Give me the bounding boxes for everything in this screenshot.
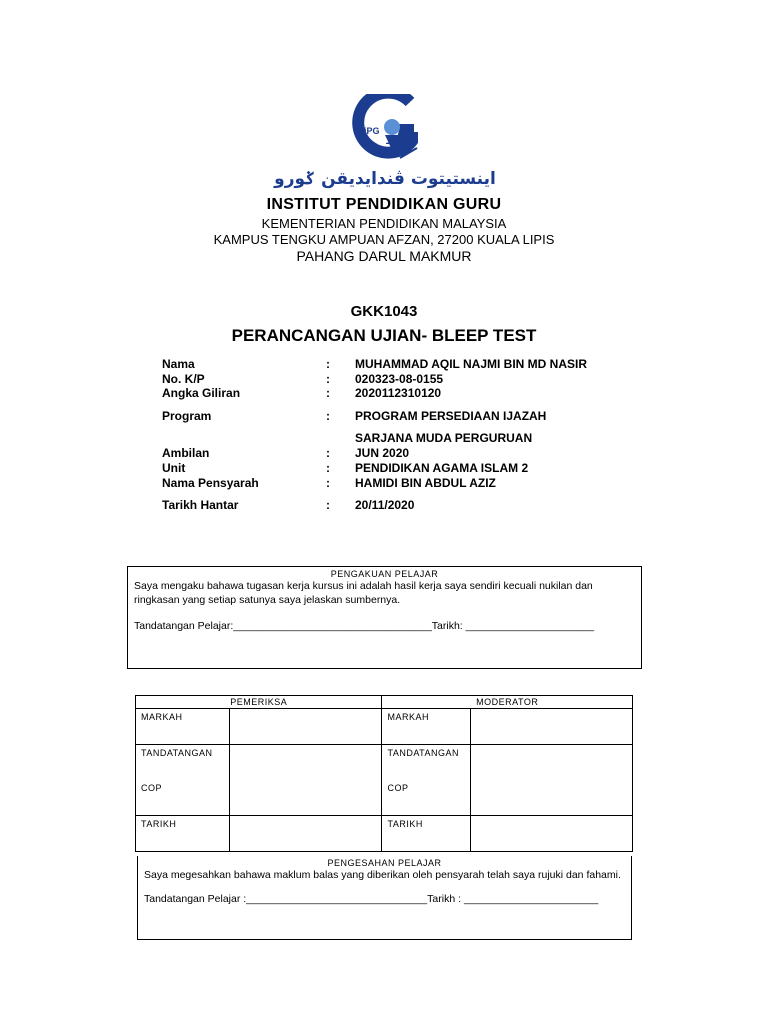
detail-value: PENDIDIKAN AGAMA ISLAM 2 bbox=[355, 461, 529, 475]
detail-value: 020323-08-0155 bbox=[355, 372, 444, 386]
detail-value: HAMIDI BIN ABDUL AZIZ bbox=[355, 476, 496, 490]
detail-colon: : bbox=[326, 498, 330, 512]
ministry-name: KEMENTERIAN PENDIDIKAN MALAYSIA bbox=[261, 216, 507, 231]
detail-row-unit bbox=[0, 461, 768, 476]
confirmation-text: Saya megesahkan bahawa maklum balas yang diberikan oleh pensyarah telah saya rujuki dan fahami. bbox=[144, 869, 621, 881]
grading-table bbox=[135, 695, 633, 852]
detail-colon: : bbox=[326, 409, 330, 423]
confirmation-box bbox=[137, 856, 632, 940]
detail-row-lecturer bbox=[0, 476, 768, 491]
examiner-signature-label bbox=[136, 745, 230, 816]
stamp-label: COP bbox=[387, 783, 409, 793]
declaration-signature-line: Tandatangan Pelajar:__________________________________Tarikh: ______________________ bbox=[134, 620, 595, 632]
detail-value: 20/11/2020 bbox=[355, 498, 415, 512]
course-title: PERANCANGAN UJIAN- BLEEP TEST bbox=[231, 326, 537, 345]
signature-label: TANDATANGAN bbox=[387, 748, 459, 758]
examiner-header: PEMERIKSA bbox=[136, 696, 382, 709]
detail-label: Nama bbox=[162, 357, 195, 371]
examiner-marks-field[interactable] bbox=[229, 709, 382, 745]
detail-row-name bbox=[0, 357, 768, 372]
course-code: GKK1043 bbox=[350, 303, 418, 320]
moderator-header: MODERATOR bbox=[382, 696, 633, 709]
detail-colon: : bbox=[326, 357, 330, 371]
moderator-marks-field[interactable] bbox=[471, 709, 633, 745]
examiner-date-field[interactable] bbox=[229, 816, 382, 852]
logo-text: iPG bbox=[364, 126, 380, 136]
detail-label: Ambilan bbox=[162, 446, 210, 460]
detail-label: Tarikh Hantar bbox=[162, 498, 239, 512]
detail-value: SARJANA MUDA PERGURUAN bbox=[355, 431, 533, 445]
jawi-wordmark: اينستيتوت ڤندايديقن ݢورو bbox=[274, 169, 496, 189]
detail-label: Angka Giliran bbox=[162, 386, 241, 400]
detail-row-submit-date bbox=[0, 498, 768, 513]
detail-colon: : bbox=[326, 461, 330, 475]
moderator-date-field[interactable] bbox=[471, 816, 633, 852]
examiner-date-label: TARIKH bbox=[136, 816, 230, 852]
detail-colon: : bbox=[326, 386, 330, 400]
moderator-signature-field[interactable] bbox=[471, 745, 633, 816]
signature-label: TANDATANGAN bbox=[141, 748, 213, 758]
campus-address: KAMPUS TENGKU AMPUAN AFZAN, 27200 KUALA LIPIS bbox=[213, 232, 555, 247]
moderator-date-label: TARIKH bbox=[382, 816, 471, 852]
declaration-heading: PENGAKUAN PELAJAR bbox=[330, 569, 439, 579]
detail-row-intake bbox=[0, 446, 768, 461]
detail-label: No. K/P bbox=[162, 372, 205, 386]
detail-value: 2020112310120 bbox=[355, 386, 442, 400]
detail-label: Program bbox=[162, 409, 212, 423]
detail-row-program-cont bbox=[0, 431, 768, 446]
institute-name: INSTITUT PENDIDIKAN GURU bbox=[266, 196, 502, 213]
detail-row-program bbox=[0, 409, 768, 424]
ipg-logo bbox=[352, 94, 418, 164]
detail-colon: : bbox=[326, 372, 330, 386]
state-name: PAHANG DARUL MAKMUR bbox=[296, 248, 472, 264]
examiner-signature-field[interactable] bbox=[229, 745, 382, 816]
detail-colon: : bbox=[326, 476, 330, 490]
detail-colon: : bbox=[326, 446, 330, 460]
detail-value: JUN 2020 bbox=[355, 446, 410, 460]
declaration-box bbox=[127, 566, 642, 669]
detail-row-ic bbox=[0, 372, 768, 387]
detail-value: MUHAMMAD AQIL NAJMI BIN MD NASIR bbox=[355, 357, 587, 371]
stamp-label: COP bbox=[141, 783, 163, 793]
detail-label: Unit bbox=[162, 461, 186, 475]
confirmation-signature-line: Tandatangan Pelajar :_______________________________Tarikh : _______________________ bbox=[144, 893, 599, 905]
examiner-marks-label: MARKAH bbox=[136, 709, 230, 745]
detail-value: PROGRAM PERSEDIAAN IJAZAH bbox=[355, 409, 547, 423]
detail-label: Nama Pensyarah bbox=[162, 476, 259, 490]
confirmation-heading: PENGESAHAN PELAJAR bbox=[327, 858, 442, 868]
moderator-marks-label: MARKAH bbox=[382, 709, 471, 745]
detail-row-index bbox=[0, 386, 768, 401]
moderator-signature-label bbox=[382, 745, 471, 816]
declaration-text: Saya mengaku bahawa tugasan kerja kursus ini adalah hasil kerja saya sendiri kecuali nukilan dan ringkasan yang setiap satunya saya jelaskan sumbernya. bbox=[134, 580, 593, 606]
